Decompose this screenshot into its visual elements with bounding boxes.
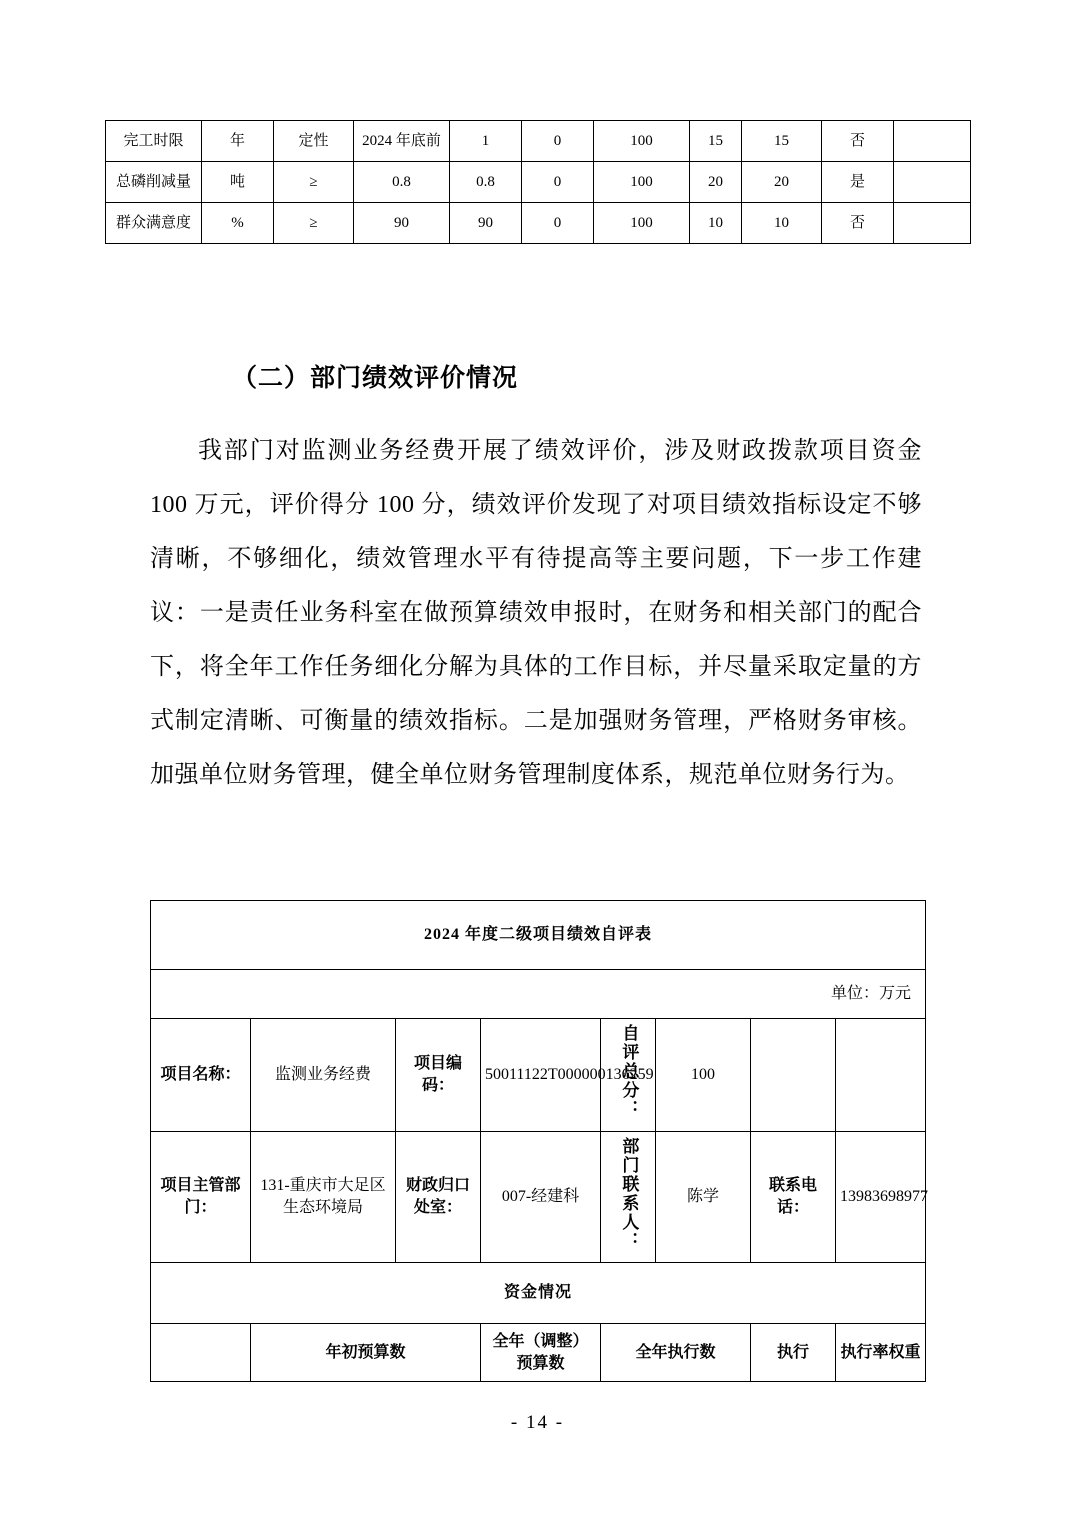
- section-heading: （二）部门绩效评价情况: [232, 365, 519, 392]
- table-row: [106, 203, 971, 244]
- indicator-score: 100: [594, 162, 690, 203]
- project-self-evaluation-form: [150, 900, 928, 1382]
- empty-cell: [836, 1019, 926, 1132]
- indicator-got: 10: [742, 203, 822, 244]
- indicator-c6: 0: [522, 162, 594, 203]
- indicator-note: [894, 121, 971, 162]
- indicator-weight: 15: [690, 121, 742, 162]
- form-title: 2024 年度二级项目绩效自评表: [151, 901, 926, 970]
- fund-col-execution-weight: 执行率权重: [836, 1324, 926, 1382]
- indicator-weight: 10: [690, 203, 742, 244]
- form-title-row: [151, 901, 926, 970]
- table-row: [106, 121, 971, 162]
- project-name-value: 监测业务经费: [251, 1019, 396, 1132]
- contact-person-label: 部门联系人：: [601, 1131, 656, 1263]
- form-row-department: [151, 1131, 926, 1263]
- indicator-note: [894, 203, 971, 244]
- indicator-unit: 年: [202, 121, 274, 162]
- funds-header-row: [151, 1324, 926, 1382]
- indicator-target: 2024 年底前: [354, 121, 450, 162]
- indicator-name: 完工时限: [106, 121, 202, 162]
- page-number: - 14 -: [510, 1412, 565, 1433]
- form-unit-row: [151, 970, 926, 1019]
- indicator-name: 群众满意度: [106, 203, 202, 244]
- finance-office-value: 007-经建科: [481, 1131, 601, 1263]
- fund-col-execution: 执行: [751, 1324, 836, 1382]
- indicator-flag: 否: [822, 121, 894, 162]
- table-row: [106, 162, 971, 203]
- funds-section-row: [151, 1263, 926, 1324]
- form-row-project: [151, 1019, 926, 1132]
- indicator-type: 定性: [274, 121, 354, 162]
- form-unit-note: 单位：万元: [151, 970, 926, 1019]
- indicator-weight: 20: [690, 162, 742, 203]
- indicator-type: ≥: [274, 162, 354, 203]
- contact-phone-label: 联系电话：: [751, 1131, 836, 1263]
- self-score-label: 自评总分：: [601, 1019, 656, 1132]
- contact-person-value: 陈学: [656, 1131, 751, 1263]
- self-score-value: 100: [656, 1019, 751, 1132]
- finance-office-label: 财政归口处室：: [396, 1131, 481, 1263]
- indicator-flag: 否: [822, 203, 894, 244]
- indicator-score: 100: [594, 121, 690, 162]
- empty-cell: [751, 1019, 836, 1132]
- project-code-value: 50011122T000000136259: [481, 1019, 601, 1132]
- project-name-label: 项目名称：: [151, 1019, 251, 1132]
- body-paragraph: 我部门对监测业务经费开展了绩效评价，涉及财政拨款项目资金 100 万元，评价得分 100 分，绩效评价发现了对项目绩效指标设定不够清晰，不够细化，绩效管理水平有待提高等主要问题，下一步工作建议：一是责任业务科室在做预算绩效申报时，在财务和相关部门的配合下，将全年工作任务细化分解为具体的工作目标，并尽量采取定量的方式制定清晰、可衡量的绩效指标。二是加强财务管理，严格财务审核。加强单位财务管理，健全单位财务管理制度体系，规范单位财务行为。: [150, 438, 922, 788]
- indicator-actual: 1: [450, 121, 522, 162]
- indicator-unit: %: [202, 203, 274, 244]
- indicator-type: ≥: [274, 203, 354, 244]
- indicator-target: 90: [354, 203, 450, 244]
- indicator-name: 总磷削减量: [106, 162, 202, 203]
- dept-label: 项目主管部门：: [151, 1131, 251, 1263]
- indicator-flag: 是: [822, 162, 894, 203]
- indicator-score: 100: [594, 203, 690, 244]
- fund-col-adjusted-budget: 全年（调整）预算数: [481, 1324, 601, 1382]
- fund-col-blank: [151, 1324, 251, 1382]
- indicator-c6: 0: [522, 121, 594, 162]
- indicator-unit: 吨: [202, 162, 274, 203]
- indicator-actual: 90: [450, 203, 522, 244]
- fund-col-initial-budget: 年初预算数: [251, 1324, 481, 1382]
- fund-col-annual-execution: 全年执行数: [601, 1324, 751, 1382]
- indicator-got: 15: [742, 121, 822, 162]
- indicator-target: 0.8: [354, 162, 450, 203]
- contact-phone-value: 13983698977: [836, 1131, 926, 1263]
- project-code-label: 项目编码：: [396, 1019, 481, 1132]
- indicator-got: 20: [742, 162, 822, 203]
- performance-indicator-table: [105, 120, 970, 244]
- funds-section-title: 资金情况: [151, 1263, 926, 1324]
- dept-value: 131-重庆市大足区生态环境局: [251, 1131, 396, 1263]
- indicator-note: [894, 162, 971, 203]
- indicator-actual: 0.8: [450, 162, 522, 203]
- indicator-c6: 0: [522, 203, 594, 244]
